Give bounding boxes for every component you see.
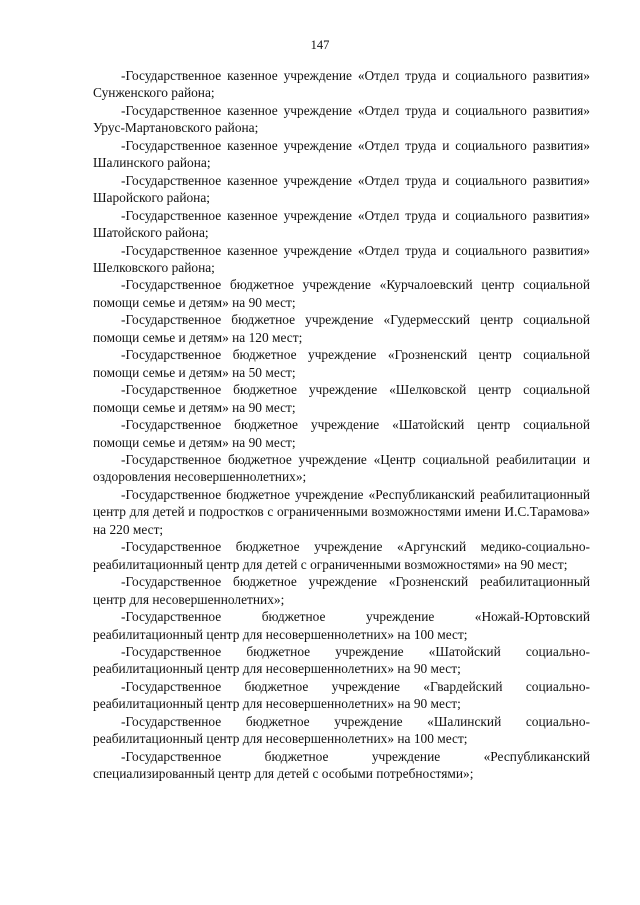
list-item: -Государственное бюджетное учреждение «Ножай-Юртовский реабилитационный центр для несовершеннолетних» на 100 мест; bbox=[93, 609, 590, 642]
list-item: -Государственное бюджетное учреждение «Гудермесский центр социальной помощи семье и детям» на 120 мест; bbox=[93, 312, 590, 345]
list-item: -Государственное бюджетное учреждение «Республиканский специализированный центр для детей с особыми потребностями»; bbox=[93, 748, 590, 782]
list-item: -Государственное бюджетное учреждение «Центр социальной реабилитации и оздоровления несовершеннолетних»; bbox=[93, 451, 590, 485]
list-item: -Государственное бюджетное учреждение «Гвардейский социально-реабилитационный центр для несовершеннолетних» на 90 мест; bbox=[93, 678, 590, 712]
list-item: -Государственное казенное учреждение «Отдел труда и социального развития» Сунженского района; bbox=[93, 68, 590, 101]
institution-list bbox=[93, 67, 590, 783]
list-item: -Государственное казенное учреждение «Отдел труда и социального развития» Шатойского района; bbox=[93, 207, 590, 241]
page-number: 147 bbox=[310, 38, 330, 52]
list-item: -Государственное бюджетное учреждение «Шатойский центр социальной помощи семье и детям» на 90 мест; bbox=[93, 417, 590, 450]
list-item: -Государственное казенное учреждение «Отдел труда и социального развития» Шаройского района; bbox=[93, 172, 590, 206]
list-item: -Государственное бюджетное учреждение «Шалинский социально-реабилитационный центр для несовершеннолетних» на 100 мест; bbox=[93, 713, 590, 747]
list-item: -Государственное казенное учреждение «Отдел труда и социального развития» Шелковского района; bbox=[93, 242, 590, 275]
list-item: -Государственное казенное учреждение «Отдел труда и социального развития» Урус-Мартановского района; bbox=[93, 102, 590, 136]
list-item: -Государственное казенное учреждение «Отдел труда и социального развития» Шалинского района; bbox=[93, 137, 590, 171]
list-item: -Государственное бюджетное учреждение «Грозненский реабилитационный центр для несовершеннолетних»; bbox=[93, 574, 590, 607]
list-item: -Государственное бюджетное учреждение «Грозненский центр социальной помощи семье и детям» на 50 мест; bbox=[93, 347, 590, 380]
list-item: -Государственное бюджетное учреждение «Аргунский медико-социально-реабилитационный центр для детей с ограниченными возможностями» на 90 мест; bbox=[93, 539, 590, 572]
list-item: -Государственное бюджетное учреждение «Шатойский социально-реабилитационный центр для несовершеннолетних» на 90 мест; bbox=[93, 643, 590, 677]
list-item: -Государственное бюджетное учреждение «Курчалоевский центр социальной помощи семье и детям» на 90 мест; bbox=[93, 277, 590, 310]
list-item: -Государственное бюджетное учреждение «Республиканский реабилитационный центр для детей и подростков с ограниченными возможностями имени И.С.Тарамова» на 220 мест; bbox=[93, 486, 590, 537]
list-item: -Государственное бюджетное учреждение «Шелковской центр социальной помощи семье и детям» на 90 мест; bbox=[93, 382, 590, 415]
